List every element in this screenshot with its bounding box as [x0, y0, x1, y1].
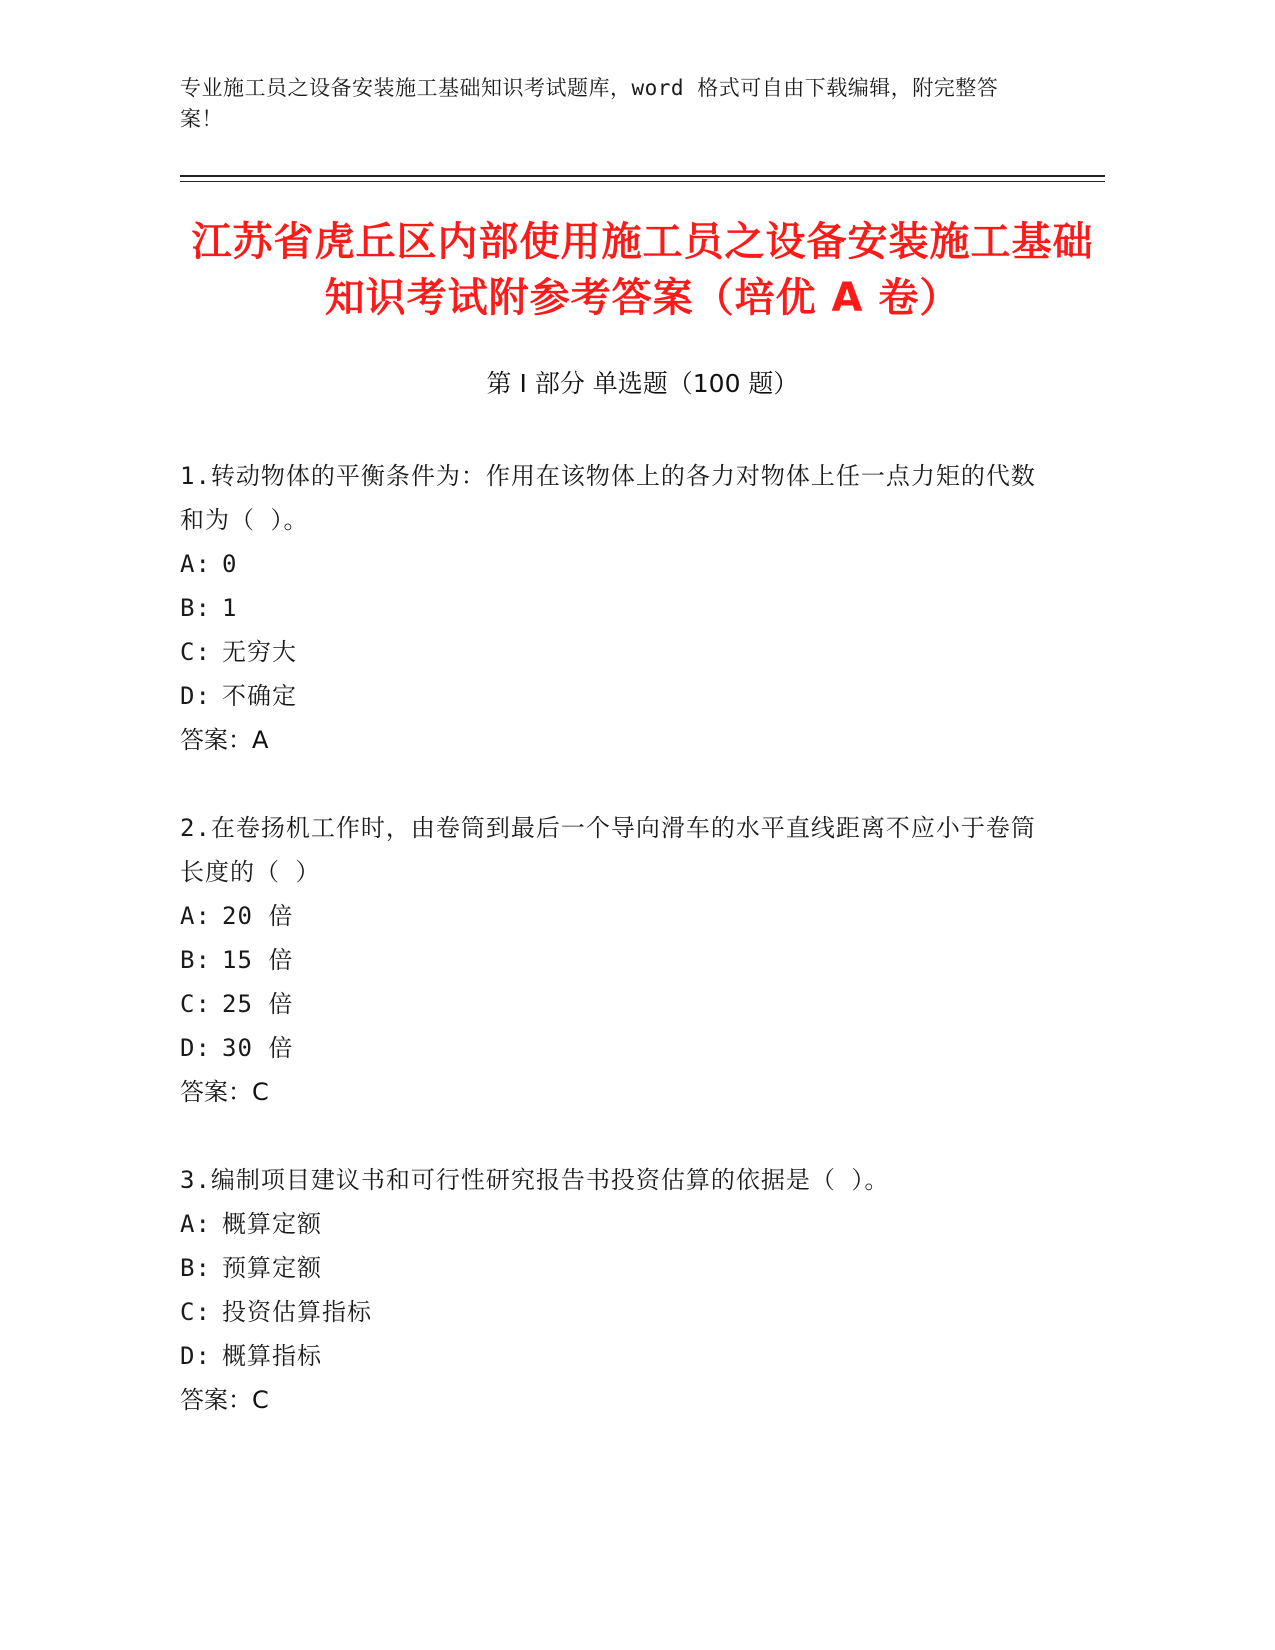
option-b [180, 586, 1040, 630]
question-item [180, 454, 1040, 762]
option-text: 概算指标 [222, 1342, 322, 1370]
option-text: 15 倍 [222, 946, 294, 974]
option-letter: B: [180, 1254, 211, 1282]
section-heading: 第 I 部分 单选题（100 题） [486, 369, 799, 398]
answer-line: 答案：A [180, 726, 269, 754]
option-c [180, 1290, 1040, 1334]
option-letter: D: [180, 682, 211, 710]
question-text: 1.转动物体的平衡条件为：作用在该物体上的各力对物体上任一点力矩的代数和为（ ）。 [180, 462, 1036, 534]
option-d [180, 674, 1040, 718]
option-text: 预算定额 [222, 1254, 322, 1282]
option-text: 不确定 [222, 682, 297, 710]
header-rule-thick [180, 175, 1105, 177]
option-letter: C: [180, 990, 211, 1018]
option-letter: B: [180, 594, 211, 622]
question-item [180, 1158, 1040, 1422]
option-letter: C: [180, 1298, 211, 1326]
option-letter: C: [180, 638, 211, 666]
header-rule-thin [180, 181, 1105, 182]
option-letter: D: [180, 1342, 211, 1370]
option-letter: A: [180, 1210, 211, 1238]
option-text: 1 [222, 594, 238, 622]
option-letter: B: [180, 946, 211, 974]
option-d [180, 1334, 1040, 1378]
option-a [180, 1202, 1040, 1246]
option-text: 20 倍 [222, 902, 294, 930]
option-letter: D: [180, 1034, 211, 1062]
answer-line: 答案：C [180, 1078, 269, 1106]
option-letter: A: [180, 902, 211, 930]
option-text: 概算定额 [222, 1210, 322, 1238]
answer-line: 答案：C [180, 1386, 269, 1414]
header-note: 专业施工员之设备安装施工基础知识考试题库，word 格式可自由下载编辑，附完整答案！ [180, 76, 999, 131]
document-title: 江苏省虎丘区内部使用施工员之设备安装施工基础知识考试附参考答案（培优 A 卷） [191, 219, 1094, 321]
option-b [180, 938, 1040, 982]
option-b [180, 1246, 1040, 1290]
option-text: 0 [222, 550, 238, 578]
option-text: 无穷大 [222, 638, 297, 666]
question-item [180, 806, 1040, 1114]
option-a [180, 894, 1040, 938]
option-a [180, 542, 1040, 586]
option-c [180, 630, 1040, 674]
option-text: 25 倍 [222, 990, 294, 1018]
option-text: 30 倍 [222, 1034, 294, 1062]
question-text: 3.编制项目建议书和可行性研究报告书投资估算的依据是（ ）。 [180, 1166, 890, 1194]
option-d [180, 1026, 1040, 1070]
question-text: 2.在卷扬机工作时，由卷筒到最后一个导向滑车的水平直线距离不应小于卷筒长度的（ ） [180, 814, 1036, 886]
question-list [180, 454, 1040, 1466]
option-text: 投资估算指标 [222, 1298, 372, 1326]
option-c [180, 982, 1040, 1026]
option-letter: A: [180, 550, 211, 578]
